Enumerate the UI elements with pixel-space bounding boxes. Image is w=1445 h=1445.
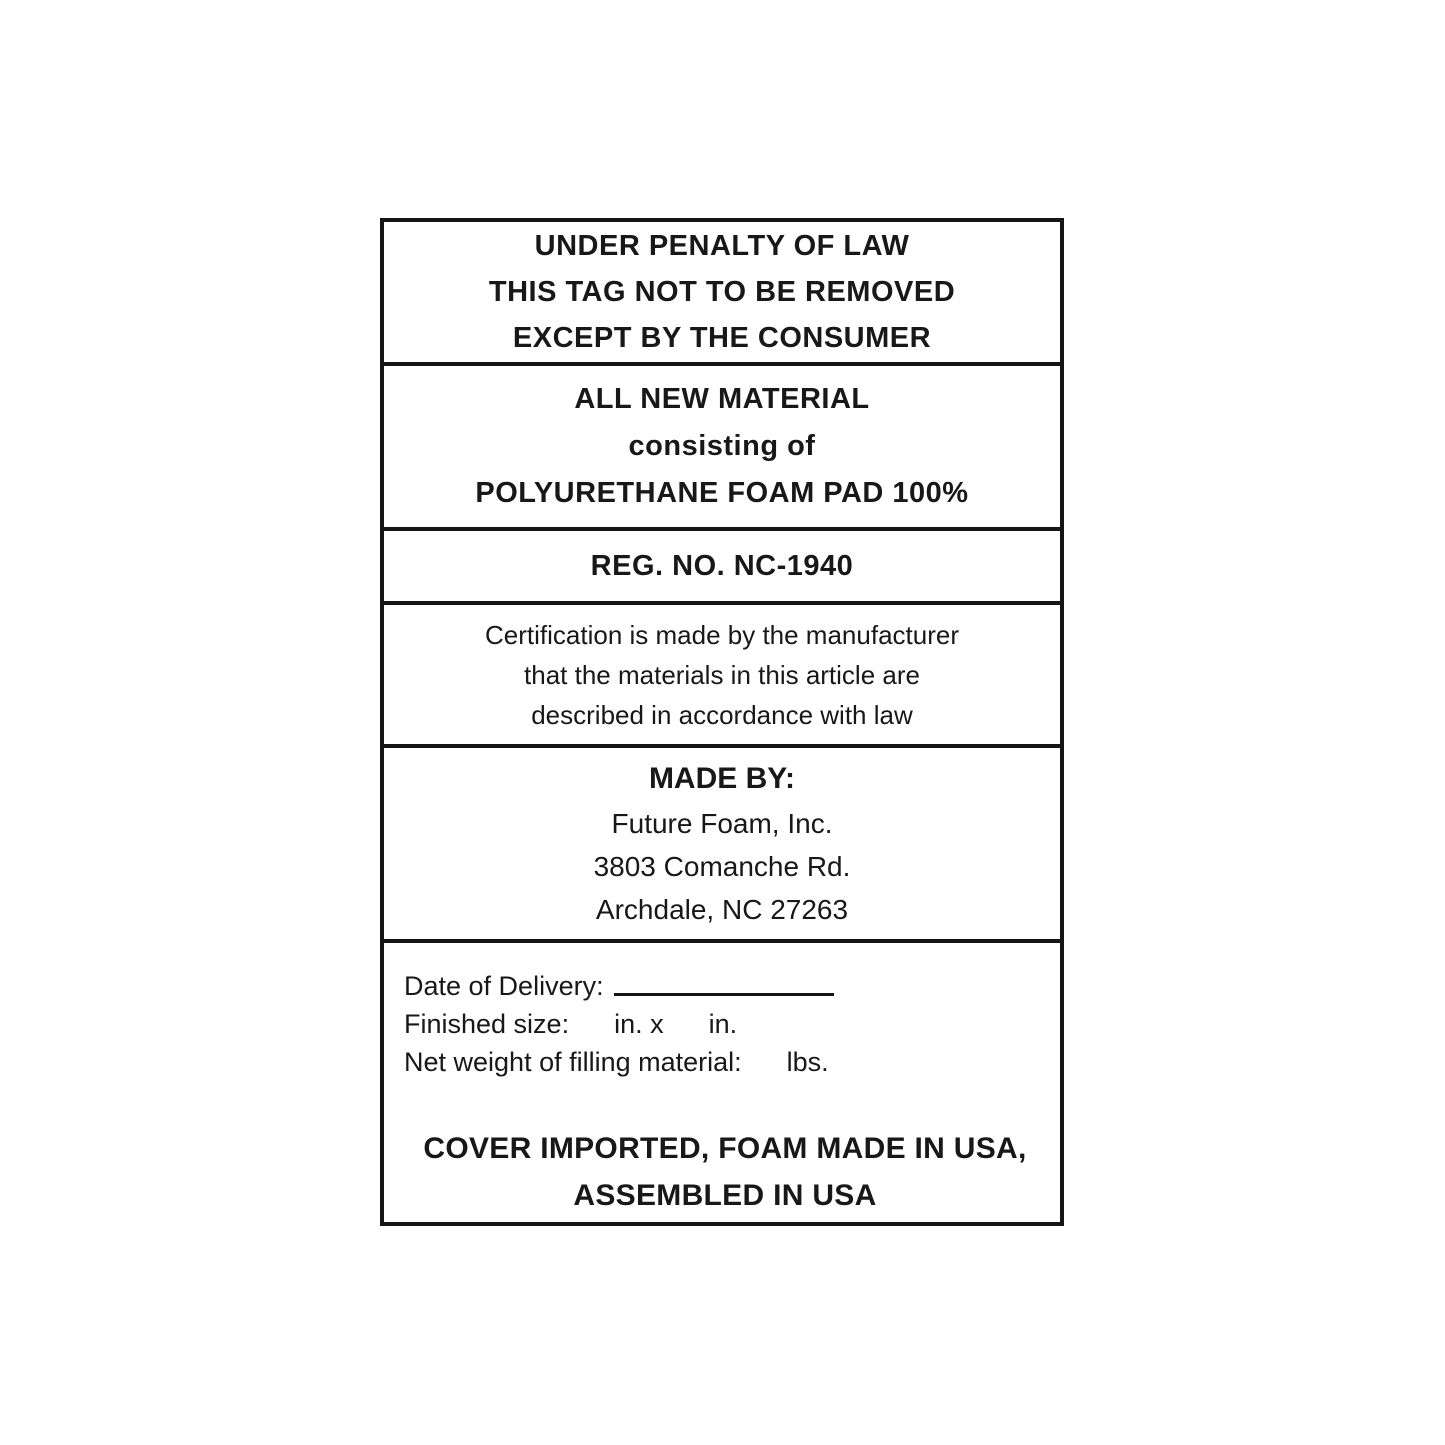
certification-line: described in accordance with law (531, 699, 913, 730)
manufacturer-street: 3803 Comanche Rd. (593, 851, 851, 882)
material-line: consisting of (628, 430, 816, 462)
made-by-heading: MADE BY: (648, 762, 796, 795)
certification-line: Certification is made by the manufacturer (485, 619, 959, 650)
material-line: ALL NEW MATERIAL (574, 383, 870, 415)
manufacturer-city-state-zip: Archdale, NC 27263 (595, 894, 849, 925)
origin-line: ASSEMBLED IN USA (573, 1178, 877, 1212)
penalty-section (384, 222, 1060, 366)
material-section (384, 366, 1060, 531)
details-section (384, 943, 1060, 1222)
date-of-delivery-blank (614, 973, 834, 996)
certification-section (384, 605, 1060, 748)
net-weight-line: Net weight of filling material: lbs. (404, 1046, 829, 1077)
origin-statement (404, 1125, 1046, 1219)
registration-section (384, 531, 1060, 605)
date-of-delivery-label: Date of Delivery: (404, 970, 604, 1001)
made-by-section (384, 748, 1060, 943)
origin-line: COVER IMPORTED, FOAM MADE IN USA, (423, 1131, 1027, 1165)
certification-line: that the materials in this article are (524, 659, 920, 690)
material-line: POLYURETHANE FOAM PAD 100% (475, 477, 969, 509)
date-of-delivery-line (404, 967, 1046, 1005)
manufacturer-name: Future Foam, Inc. (611, 808, 833, 839)
penalty-line: UNDER PENALTY OF LAW (534, 230, 910, 262)
penalty-line: EXCEPT BY THE CONSUMER (512, 322, 932, 354)
finished-size-line: Finished size: in. x in. (404, 1008, 738, 1039)
registration-number: REG. NO. NC-1940 (590, 550, 854, 582)
penalty-line: THIS TAG NOT TO BE REMOVED (488, 276, 956, 308)
law-tag (380, 218, 1064, 1226)
